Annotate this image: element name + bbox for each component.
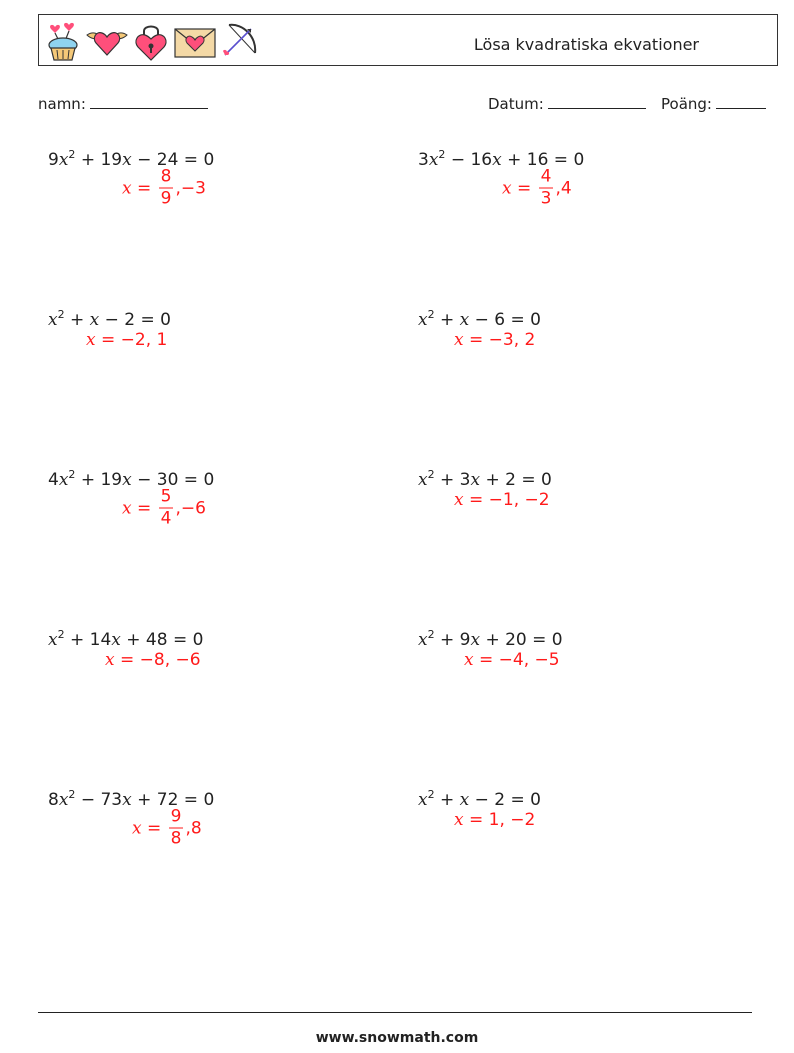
numerator: 9 bbox=[170, 806, 182, 827]
fraction bbox=[159, 166, 174, 209]
score-field bbox=[661, 94, 766, 113]
date-label: Datum: bbox=[488, 95, 544, 113]
worksheet-header bbox=[38, 14, 778, 66]
equation: $x^2 + x - 2 = 0$ bbox=[418, 788, 541, 810]
love-letter-icon bbox=[173, 21, 217, 61]
winged-heart-icon bbox=[85, 21, 129, 61]
answer: x = $\frac{5}{4}$ ,−6 bbox=[122, 486, 206, 529]
name-blank bbox=[90, 94, 208, 109]
denominator: 8 bbox=[170, 828, 182, 849]
name-field bbox=[38, 94, 208, 113]
answer: x = 1, −2 bbox=[454, 810, 536, 830]
equation: $x^2 + x - 2 = 0$ bbox=[48, 308, 171, 330]
cupcake-icon bbox=[45, 21, 81, 61]
name-label: namn: bbox=[38, 95, 86, 113]
equation: $8x^2 - 73x + 72 = 0$ bbox=[48, 788, 215, 810]
equation: $x^2 + 3x + 2 = 0$ bbox=[418, 468, 552, 490]
denominator: 3 bbox=[540, 188, 552, 209]
answer: x = $\frac{9}{8}$ ,8 bbox=[132, 806, 202, 849]
answer: x = −8, −6 bbox=[105, 650, 201, 670]
answer: x = −3, 2 bbox=[454, 330, 536, 350]
footer-divider bbox=[38, 1012, 752, 1013]
equation: $x^2 + 9x + 20 = 0$ bbox=[418, 628, 563, 650]
numerator: 4 bbox=[540, 166, 552, 187]
answer: x = −2, 1 bbox=[86, 330, 168, 350]
equation: $4x^2 + 19x - 30 = 0$ bbox=[48, 468, 215, 490]
equation: $3x^2 - 16x + 16 = 0$ bbox=[418, 148, 585, 170]
worksheet-title: Lösa kvadratiska ekvationer bbox=[473, 35, 699, 54]
answer: x = −1, −2 bbox=[454, 490, 550, 510]
denominator: 9 bbox=[160, 188, 172, 209]
footer-url: www.snowmath.com bbox=[315, 1030, 479, 1046]
bow-and-arrow-icon bbox=[221, 21, 261, 61]
equation: $x^2 + x - 6 = 0$ bbox=[418, 308, 541, 330]
score-blank bbox=[716, 94, 766, 109]
numerator: 5 bbox=[160, 486, 172, 507]
answer: x = $\frac{8}{9}$ ,−3 bbox=[122, 166, 206, 209]
denominator: 4 bbox=[160, 508, 172, 529]
heart-lock-icon bbox=[133, 21, 169, 61]
date-blank bbox=[548, 94, 646, 109]
date-field bbox=[488, 94, 646, 113]
header-icons bbox=[45, 21, 261, 61]
equation: $9x^2 + 19x - 24 = 0$ bbox=[48, 148, 215, 170]
equation: $x^2 + 14x + 48 = 0$ bbox=[48, 628, 204, 650]
fraction bbox=[159, 486, 174, 529]
score-label: Poäng: bbox=[661, 95, 712, 113]
fraction bbox=[539, 166, 554, 209]
numerator: 8 bbox=[160, 166, 172, 187]
answer: x = $\frac{4}{3}$ ,4 bbox=[502, 166, 572, 209]
answer: x = −4, −5 bbox=[464, 650, 560, 670]
fraction bbox=[169, 806, 184, 849]
